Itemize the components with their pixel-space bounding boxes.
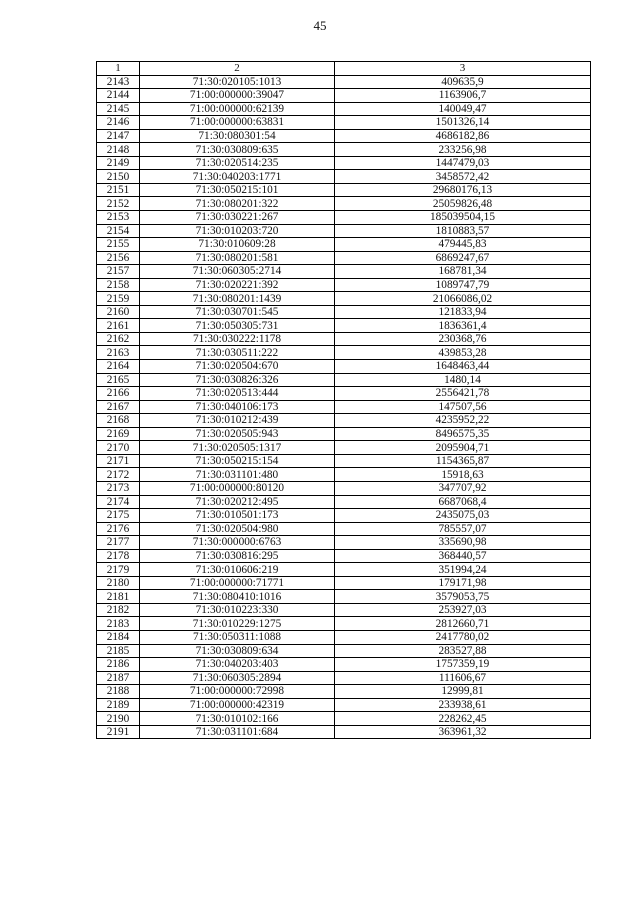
table-row — [97, 509, 591, 523]
table-row — [97, 712, 591, 726]
cadastral-number-cell: 71:00:000000:63831 — [140, 116, 335, 130]
table-row — [97, 116, 591, 130]
table-row — [97, 292, 591, 306]
row-number-cell: 2188 — [97, 685, 140, 699]
row-number-cell: 2178 — [97, 549, 140, 563]
cadastral-number-cell: 71:30:020505:943 — [140, 427, 335, 441]
table-row — [97, 536, 591, 550]
cadastral-value-cell: 2556421,78 — [335, 387, 591, 401]
row-number-cell: 2152 — [97, 197, 140, 211]
row-number-cell: 2181 — [97, 590, 140, 604]
row-number-cell: 2167 — [97, 400, 140, 414]
row-number-cell: 2189 — [97, 698, 140, 712]
table-row — [97, 170, 591, 184]
table-row — [97, 698, 591, 712]
table-row — [97, 603, 591, 617]
table-row — [97, 278, 591, 292]
cadastral-number-cell: 71:30:000000:6763 — [140, 536, 335, 550]
cadastral-number-cell: 71:00:000000:62139 — [140, 102, 335, 116]
row-number-cell: 2148 — [97, 143, 140, 157]
cadastral-value-cell: 185039504,15 — [335, 211, 591, 225]
row-number-cell: 2183 — [97, 617, 140, 631]
table-row — [97, 251, 591, 265]
cadastral-number-cell: 71:30:030809:635 — [140, 143, 335, 157]
cadastral-value-cell: 439853,28 — [335, 346, 591, 360]
cadastral-value-cell: 233938,61 — [335, 698, 591, 712]
cadastral-number-cell: 71:30:080201:322 — [140, 197, 335, 211]
cadastral-value-cell: 8496575,35 — [335, 427, 591, 441]
row-number-cell: 2179 — [97, 563, 140, 577]
table-row — [97, 238, 591, 252]
cadastral-number-cell: 71:30:080301:54 — [140, 129, 335, 143]
cadastral-value-cell: 4686182,86 — [335, 129, 591, 143]
cadastral-number-cell: 71:30:020504:670 — [140, 360, 335, 374]
cadastral-value-cell: 785557,07 — [335, 522, 591, 536]
table-row — [97, 644, 591, 658]
cadastral-value-cell: 1836361,4 — [335, 319, 591, 333]
cadastral-value-cell: 363961,32 — [335, 725, 591, 739]
row-number-cell: 2157 — [97, 265, 140, 279]
cadastral-value-cell: 1480,14 — [335, 373, 591, 387]
row-number-cell: 2176 — [97, 522, 140, 536]
cadastral-value-cell: 29680176,13 — [335, 183, 591, 197]
row-number-cell: 2144 — [97, 89, 140, 103]
column-header-1: 1 — [97, 62, 140, 76]
cadastral-value-cell: 1757359,19 — [335, 658, 591, 672]
cadastral-value-cell: 228262,45 — [335, 712, 591, 726]
cadastral-number-cell: 71:30:030701:545 — [140, 305, 335, 319]
cadastral-number-cell: 71:30:060305:2714 — [140, 265, 335, 279]
table-row — [97, 671, 591, 685]
table-row — [97, 481, 591, 495]
cadastral-value-cell: 253927,03 — [335, 603, 591, 617]
cadastral-value-cell: 4235952,22 — [335, 414, 591, 428]
table-row — [97, 454, 591, 468]
cadastral-value-cell: 2095904,71 — [335, 441, 591, 455]
table-row — [97, 332, 591, 346]
cadastral-value-cell: 15918,63 — [335, 468, 591, 482]
cadastral-value-cell: 347707,92 — [335, 481, 591, 495]
table-row — [97, 414, 591, 428]
cadastral-value-cell: 111606,67 — [335, 671, 591, 685]
cadastral-number-cell: 71:30:010501:173 — [140, 509, 335, 523]
row-number-cell: 2168 — [97, 414, 140, 428]
cadastral-number-cell: 71:30:040106:173 — [140, 400, 335, 414]
cadastral-number-cell: 71:30:010203:720 — [140, 224, 335, 238]
cadastral-number-cell: 71:30:010102:166 — [140, 712, 335, 726]
cadastral-value-table — [96, 61, 591, 739]
cadastral-number-cell: 71:00:000000:72998 — [140, 685, 335, 699]
cadastral-value-cell: 121833,94 — [335, 305, 591, 319]
table-row — [97, 305, 591, 319]
table-row — [97, 75, 591, 89]
row-number-cell: 2169 — [97, 427, 140, 441]
cadastral-value-cell: 3579053,75 — [335, 590, 591, 604]
cadastral-value-cell: 25059826,48 — [335, 197, 591, 211]
cadastral-number-cell: 71:30:030816:295 — [140, 549, 335, 563]
cadastral-value-cell: 12999,81 — [335, 685, 591, 699]
cadastral-number-cell: 71:30:031101:684 — [140, 725, 335, 739]
row-number-cell: 2146 — [97, 116, 140, 130]
row-number-cell: 2182 — [97, 603, 140, 617]
table-row — [97, 563, 591, 577]
row-number-cell: 2186 — [97, 658, 140, 672]
cadastral-number-cell: 71:30:020105:1013 — [140, 75, 335, 89]
cadastral-number-cell: 71:00:000000:39047 — [140, 89, 335, 103]
row-number-cell: 2177 — [97, 536, 140, 550]
cadastral-value-cell: 2417780,02 — [335, 630, 591, 644]
cadastral-number-cell: 71:30:010609:28 — [140, 238, 335, 252]
cadastral-number-cell: 71:30:020514:235 — [140, 156, 335, 170]
cadastral-number-cell: 71:30:050305:731 — [140, 319, 335, 333]
cadastral-number-cell: 71:30:030222:1178 — [140, 332, 335, 346]
table-row — [97, 685, 591, 699]
cadastral-number-cell: 71:30:080201:581 — [140, 251, 335, 265]
cadastral-number-cell: 71:30:030809:634 — [140, 644, 335, 658]
table-row — [97, 576, 591, 590]
cadastral-value-cell: 6869247,67 — [335, 251, 591, 265]
row-number-cell: 2156 — [97, 251, 140, 265]
cadastral-value-cell: 1648463,44 — [335, 360, 591, 374]
cadastral-value-cell: 1501326,14 — [335, 116, 591, 130]
row-number-cell: 2185 — [97, 644, 140, 658]
cadastral-value-cell: 2812660,71 — [335, 617, 591, 631]
cadastral-number-cell: 71:30:030511:222 — [140, 346, 335, 360]
cadastral-value-cell: 479445,83 — [335, 238, 591, 252]
cadastral-number-cell: 71:30:050311:1088 — [140, 630, 335, 644]
cadastral-number-cell: 71:00:000000:71771 — [140, 576, 335, 590]
row-number-cell: 2172 — [97, 468, 140, 482]
column-header-2: 2 — [140, 62, 335, 76]
cadastral-number-cell: 71:30:020504:980 — [140, 522, 335, 536]
table-row — [97, 495, 591, 509]
row-number-cell: 2153 — [97, 211, 140, 225]
cadastral-value-cell: 140049,47 — [335, 102, 591, 116]
row-number-cell: 2171 — [97, 454, 140, 468]
table-row — [97, 183, 591, 197]
table-row — [97, 630, 591, 644]
table-row — [97, 197, 591, 211]
cadastral-value-cell: 168781,34 — [335, 265, 591, 279]
cadastral-value-cell: 1810883,57 — [335, 224, 591, 238]
cadastral-number-cell: 71:30:020513:444 — [140, 387, 335, 401]
row-number-cell: 2147 — [97, 129, 140, 143]
row-number-cell: 2158 — [97, 278, 140, 292]
row-number-cell: 2143 — [97, 75, 140, 89]
column-header-3: 3 — [335, 62, 591, 76]
row-number-cell: 2161 — [97, 319, 140, 333]
table-row — [97, 129, 591, 143]
table-row — [97, 549, 591, 563]
row-number-cell: 2159 — [97, 292, 140, 306]
cadastral-value-cell: 409635,9 — [335, 75, 591, 89]
cadastral-value-cell: 2435075,03 — [335, 509, 591, 523]
cadastral-number-cell: 71:30:050215:101 — [140, 183, 335, 197]
cadastral-number-cell: 71:30:040203:403 — [140, 658, 335, 672]
cadastral-value-cell: 147507,56 — [335, 400, 591, 414]
table-row — [97, 617, 591, 631]
table-row — [97, 468, 591, 482]
cadastral-value-cell: 335690,98 — [335, 536, 591, 550]
table-row — [97, 224, 591, 238]
cadastral-number-cell: 71:30:040203:1771 — [140, 170, 335, 184]
cadastral-number-cell: 71:00:000000:80120 — [140, 481, 335, 495]
table-row — [97, 360, 591, 374]
row-number-cell: 2187 — [97, 671, 140, 685]
cadastral-value-cell: 283527,88 — [335, 644, 591, 658]
row-number-cell: 2184 — [97, 630, 140, 644]
table-header-row — [97, 62, 591, 76]
cadastral-value-cell: 368440,57 — [335, 549, 591, 563]
page-number: 45 — [313, 18, 327, 33]
cadastral-number-cell: 71:30:030221:267 — [140, 211, 335, 225]
cadastral-value-cell: 179171,98 — [335, 576, 591, 590]
row-number-cell: 2149 — [97, 156, 140, 170]
row-number-cell: 2151 — [97, 183, 140, 197]
table-row — [97, 143, 591, 157]
table-row — [97, 400, 591, 414]
table-row — [97, 441, 591, 455]
cadastral-value-cell: 233256,98 — [335, 143, 591, 157]
cadastral-number-cell: 71:30:020221:392 — [140, 278, 335, 292]
cadastral-value-cell: 1163906,7 — [335, 89, 591, 103]
cadastral-number-cell: 71:30:010223:330 — [140, 603, 335, 617]
cadastral-number-cell: 71:30:010229:1275 — [140, 617, 335, 631]
row-number-cell: 2191 — [97, 725, 140, 739]
row-number-cell: 2180 — [97, 576, 140, 590]
row-number-cell: 2162 — [97, 332, 140, 346]
table-row — [97, 658, 591, 672]
row-number-cell: 2174 — [97, 495, 140, 509]
table-row — [97, 387, 591, 401]
cadastral-number-cell: 71:30:031101:480 — [140, 468, 335, 482]
table-row — [97, 427, 591, 441]
cadastral-value-cell: 1447479,03 — [335, 156, 591, 170]
cadastral-number-cell: 71:30:020505:1317 — [140, 441, 335, 455]
cadastral-value-cell: 351994,24 — [335, 563, 591, 577]
table-row — [97, 156, 591, 170]
cadastral-number-cell: 71:30:080201:1439 — [140, 292, 335, 306]
cadastral-value-cell: 1154365,87 — [335, 454, 591, 468]
table-row — [97, 522, 591, 536]
cadastral-number-cell: 71:30:010212:439 — [140, 414, 335, 428]
cadastral-value-cell: 1089747,79 — [335, 278, 591, 292]
table-row — [97, 725, 591, 739]
row-number-cell: 2154 — [97, 224, 140, 238]
cadastral-value-cell: 230368,76 — [335, 332, 591, 346]
row-number-cell: 2166 — [97, 387, 140, 401]
cadastral-value-cell: 3458572,42 — [335, 170, 591, 184]
table-row — [97, 265, 591, 279]
row-number-cell: 2164 — [97, 360, 140, 374]
cadastral-number-cell: 71:30:010606:219 — [140, 563, 335, 577]
row-number-cell: 2175 — [97, 509, 140, 523]
table-row — [97, 89, 591, 103]
row-number-cell: 2190 — [97, 712, 140, 726]
row-number-cell: 2160 — [97, 305, 140, 319]
row-number-cell: 2163 — [97, 346, 140, 360]
table-row — [97, 590, 591, 604]
cadastral-number-cell: 71:30:080410:1016 — [140, 590, 335, 604]
cadastral-number-cell: 71:30:060305:2894 — [140, 671, 335, 685]
row-number-cell: 2170 — [97, 441, 140, 455]
table-row — [97, 319, 591, 333]
table-body — [97, 62, 591, 739]
row-number-cell: 2145 — [97, 102, 140, 116]
table-row — [97, 346, 591, 360]
cadastral-value-cell: 6687068,4 — [335, 495, 591, 509]
row-number-cell: 2173 — [97, 481, 140, 495]
cadastral-number-cell: 71:30:050215:154 — [140, 454, 335, 468]
table-row — [97, 211, 591, 225]
row-number-cell: 2155 — [97, 238, 140, 252]
cadastral-number-cell: 71:30:030826:326 — [140, 373, 335, 387]
cadastral-value-cell: 21066086,02 — [335, 292, 591, 306]
cadastral-number-cell: 71:30:020212:495 — [140, 495, 335, 509]
row-number-cell: 2150 — [97, 170, 140, 184]
table-row — [97, 373, 591, 387]
table-row — [97, 102, 591, 116]
row-number-cell: 2165 — [97, 373, 140, 387]
cadastral-number-cell: 71:00:000000:42319 — [140, 698, 335, 712]
